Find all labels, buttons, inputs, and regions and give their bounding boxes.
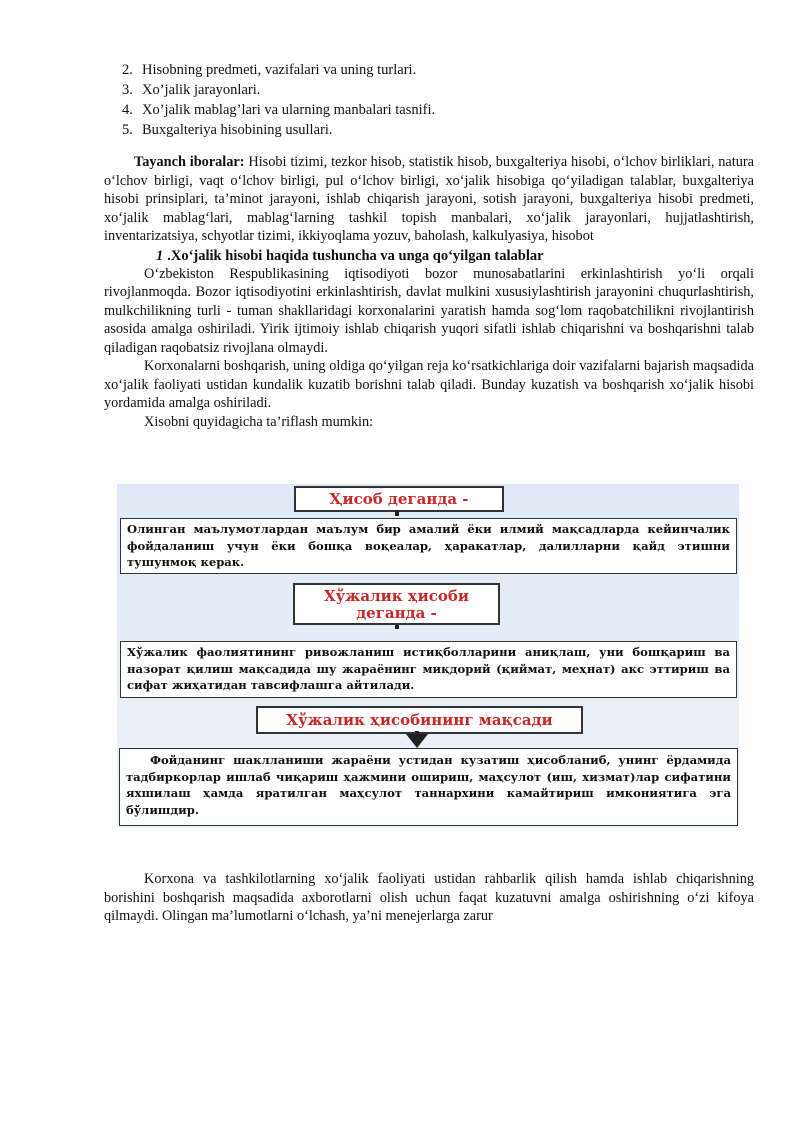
paragraph: O‘zbekiston Respublikasining iqtisodiyoti bozor munosabatlarini erkinlashtirish yo‘li orqali rivojlanmoqda. Bozor iqtisodiyotini erkinlashtirish, davlat mulkini xususiylashtirish jarayonini chuqurlashtirish, mulkchilikning turli - tuman shakllaridagi korxonalarini yaratish hamda sog‘lom raqobatchilikni rivojlantirish asosida amalga oshiriladi. Yirik ijtimoiy ishlab chiqarish yuqori sifatli ishlab chiqarishni va boshqarishni talab qiladigan raqobatsiz rivojlana olmaydi. [104, 265, 754, 356]
definition-box-accounting: Олинган маълумотлардан маълум бир амалий ёки илмий мақсадларда кейинчалик фойдаланиш учун ёки бошқа воқеалар, ҳаракатлар, далилларни қайд этишни тушунмоқ керак. [120, 518, 737, 574]
definition-diagram [117, 484, 739, 828]
document-body [104, 60, 754, 431]
paragraph: Xisobni quyidagicha ta’riflash mumkin: [144, 413, 374, 430]
arrow-stem [395, 510, 399, 516]
topic-list [122, 60, 754, 140]
arrow-stem [395, 625, 399, 629]
closing-paragraph: Korxona va tashkilotlarning xo‘jalik faoliyati ustidan rahbarlik qilish hamda ishlab chiqarishning borishini boshqarish maqsadida axborotlarni olish uchun faqat kuzatuvni amalga oshirishning o‘zi kifoya qilmaydi. Olingan ma’lumotlarni o‘lchash, ya’ni menejerlarga zarur [104, 871, 754, 924]
keywords-text: Hisobi tizimi, tezkor hisob, statistik hisob, buxgalteriya hisobi, o‘lchov birliklari, natura o‘lchov birligi, vaqt o‘lchov birligi, pul o‘lchov birligi, xo‘jalik hisobiga qo‘yiladigan talablar, buxgalteriya hisobi prinsiplari, ta’minot jarayoni, ishlab chiqarish jarayoni, sotish jarayoni, buxgalteriya hisobi predmeti, xo‘jalik mablag‘lari, mablag‘larning tashkil topish manbalari, xo‘jalik jarayonlari, hujjatlashtirish, inventarizatsiya, schyotlar tizimi, ikkiyoqlama yozuv, baholash, kalkulyasiya, hisobot [104, 154, 754, 244]
definition-box-economic-accounting: Хўжалик фаолиятининг ривожланиш истиқболларини аниқлаш, уни бошқариш ва назорат қилиш мақсадида шу жараёнинг миқдорий (қиймат, меҳнат) акс эттириш ва сифат жиҳатидан тавсифлашга айтилади. [120, 641, 737, 698]
diagram-title-economic-accounting: Хўжалик ҳисоби деганда - [293, 583, 500, 625]
paragraph: Korxonalarni boshqarish, uning oldiga qo‘yilgan reja ko‘rsatkichlariga doir vazifalarni bajarish maqsadida xo‘jalik faoliyati ustidan kundalik kuzatib borishni talab qiladi. Bunday kuzatish va boshqarish xo‘jalik hisobi yordamida amalga oshiriladi. [104, 358, 754, 411]
keywords-paragraph [104, 153, 754, 246]
arrow-down-icon [406, 734, 428, 748]
list-item: 2. Hisobning predmeti, vazifalari va uning turlari. [122, 62, 417, 78]
list-item: 3. Xo’jalik jarayonlari. [122, 82, 261, 98]
keywords-label: Tayanch iboralar: [134, 154, 245, 170]
section-heading: 1 .Xo‘jalik hisobi haqida tushuncha va unga qo‘yilgan talablar [156, 247, 544, 264]
definition-box-goal: Фойданинг шаклланиши жараёни устидан кузатиш ҳисобланиб, унинг ёрдамида тадбиркорлар ишлаб чиқариш ҳажмини ошириш, маҳсулот (иш, хизмат)лар сифатини яхшилаш ҳамда яратилган маҳсулот таннархини камайтириш имкониятига эга бўлишдир. [119, 748, 738, 826]
list-item: 5. Buxgalteriya hisobining usullari. [122, 122, 333, 138]
diagram-title-goal: Хўжалик ҳисобининг мақсади [256, 706, 583, 734]
diagram-title-accounting: Ҳисоб деганда - [294, 486, 504, 512]
list-item: 4. Xo’jalik mablag’lari va ularning manbalari tasnifi. [122, 102, 436, 118]
